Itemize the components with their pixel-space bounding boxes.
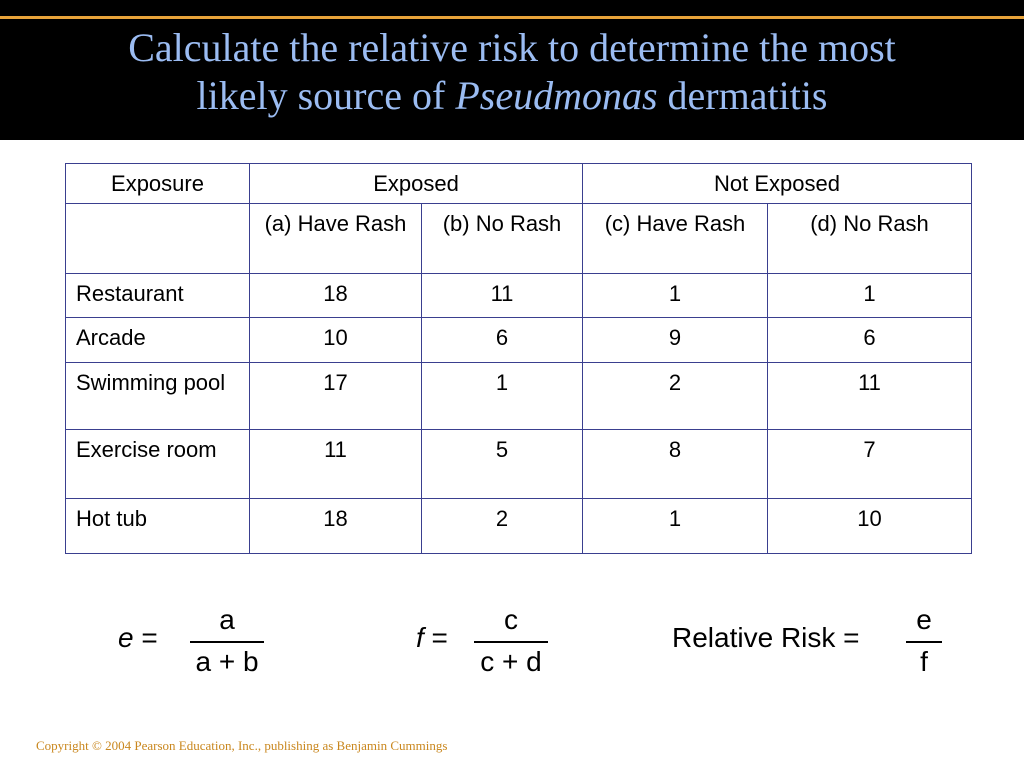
header-exposure: Exposure xyxy=(66,164,250,204)
row-source: Exercise room xyxy=(66,430,250,499)
table-row xyxy=(66,430,972,499)
subheader-a: (a) Have Rash xyxy=(250,204,422,274)
e-variable: e xyxy=(118,622,134,653)
e-equals: = xyxy=(133,622,158,653)
cell-b: 2 xyxy=(422,499,583,554)
subheader-b: (b) No Rash xyxy=(422,204,583,274)
table-row xyxy=(66,499,972,554)
slide-title xyxy=(0,24,1024,120)
cell-c: 8 xyxy=(583,430,768,499)
accent-line xyxy=(0,16,1024,19)
rr-numerator: e xyxy=(916,604,932,635)
cell-c: 1 xyxy=(583,274,768,318)
e-numerator: a xyxy=(219,604,235,635)
f-variable: f xyxy=(416,622,424,653)
table-row xyxy=(66,274,972,318)
subheader-blank xyxy=(66,204,250,274)
row-source: Restaurant xyxy=(66,274,250,318)
table-row xyxy=(66,318,972,363)
subheader-c: (c) Have Rash xyxy=(583,204,768,274)
f-fraction-bar xyxy=(474,641,548,643)
e-denominator: a + b xyxy=(195,646,259,677)
cell-b: 5 xyxy=(422,430,583,499)
cell-a: 18 xyxy=(250,499,422,554)
title-line1: Calculate the relative risk to determine the most xyxy=(128,25,896,70)
cell-c: 2 xyxy=(583,363,768,430)
row-source: Hot tub xyxy=(66,499,250,554)
cell-a: 18 xyxy=(250,274,422,318)
cell-a: 11 xyxy=(250,430,422,499)
table-row xyxy=(66,363,972,430)
cell-c: 9 xyxy=(583,318,768,363)
e-fraction-bar xyxy=(190,641,264,643)
header-exposed: Exposed xyxy=(250,164,583,204)
subheader-d: (d) No Rash xyxy=(768,204,972,274)
cell-d: 10 xyxy=(768,499,972,554)
rr-fraction-bar xyxy=(906,641,942,643)
cell-d: 11 xyxy=(768,363,972,430)
f-numerator: c xyxy=(504,604,518,635)
cell-d: 6 xyxy=(768,318,972,363)
cell-a: 17 xyxy=(250,363,422,430)
f-equals: = xyxy=(423,622,448,653)
title-organism: Pseudmonas xyxy=(455,73,658,118)
copyright-notice: Copyright © 2004 Pearson Education, Inc., publishing as Benjamin Cummings xyxy=(36,738,448,753)
f-denominator: c + d xyxy=(480,646,542,677)
rr-label: Relative Risk = xyxy=(672,622,860,653)
table-header-row xyxy=(66,164,972,204)
cell-d: 7 xyxy=(768,430,972,499)
cell-a: 10 xyxy=(250,318,422,363)
title-line2-end: dermatitis xyxy=(657,73,828,118)
title-line2-start: likely source of xyxy=(196,73,456,118)
cell-d: 1 xyxy=(768,274,972,318)
cell-b: 6 xyxy=(422,318,583,363)
row-source: Arcade xyxy=(66,318,250,363)
table-subheader-row xyxy=(66,204,972,274)
header-not-exposed: Not Exposed xyxy=(583,164,972,204)
cell-b: 1 xyxy=(422,363,583,430)
cell-b: 11 xyxy=(422,274,583,318)
cell-c: 1 xyxy=(583,499,768,554)
row-source: Swimming pool xyxy=(66,363,250,430)
rr-denominator: f xyxy=(920,646,928,677)
exposure-table xyxy=(65,163,972,554)
